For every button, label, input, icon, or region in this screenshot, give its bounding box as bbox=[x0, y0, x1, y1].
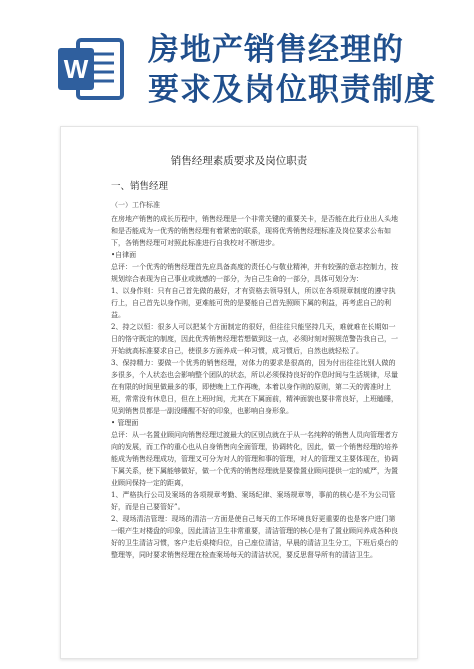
self-discipline-label: •自律面 bbox=[111, 251, 137, 259]
management-point-1: 1、严格执行公司及案场的各项规章考勤、案场纪律、案场规章等，事前的核心是不为公司管好，而是自己要管好”。 bbox=[111, 491, 396, 511]
document-title: 销售经理素质要求及岗位职责 bbox=[170, 155, 308, 167]
word-document-icon bbox=[56, 36, 128, 102]
document-body bbox=[111, 179, 401, 561]
section-heading: 一、销售经理 bbox=[111, 181, 169, 192]
intro-paragraph: 在房地产销售的成长历程中，销售经理是一个非常关键的重要关卡，是否能在此行业出人头地和是否能成为一优秀的销售经理有着紧密的联系，现将优秀销售经理标准及岗位要求公布如下，各销售经理可对照此标准进行自我校对不断进步。 bbox=[111, 215, 398, 247]
document-page bbox=[60, 126, 418, 659]
point-3: 3、保持精力：要做一个优秀的销售经理，对体力的要求是很高的，因为付出往往比别人做的多很多，个人状态也会影响整个团队的状态，所以必须保持良好的作息时间与生活规律，尽量在有限的时间里做最多的事，即使晚上工作再晚，本着以身作则的原则，第二天的需准时上班，常常没有休息日，但在上班时间，尤其在下属面前，精神面貌也要非常良好，上班瞌睡，见到销售员都是一副没睡醒不好的印象，也影响自身形象。 bbox=[111, 359, 398, 415]
management-point-2: 2、现场清洁管理：现场的清洁一方面是使自己每天的工作环境良好更重要的也是客户进门第一眼产生对楼盘的印象，因此清洁卫生非常重要，清洁管理的核心是有了置业顾问养成各种良好的卫生清洁习惯，客户走后桌椅归位，自己座位清洁，早晨的清洁卫生分工，下班后桌台的整理等，同时要求销售经理在检查案场每天的清洁状况，要反思督导所有的清洁卫生。 bbox=[111, 515, 398, 559]
subsection-heading: （一）工作标准 bbox=[111, 201, 160, 209]
point-1: 1、以身作则：只有自己首先做的最好，才有资格去领导别人，所以在各项规章制度的遵守执行上，自己首先以身作则，更难能可贵的是要能自己首先照顾下属的利益，再考虑自己的利益。 bbox=[111, 287, 396, 319]
management-label: • 管理面 bbox=[111, 419, 139, 427]
page-header bbox=[0, 0, 474, 126]
title-line-1: 房地产销售经理的 bbox=[148, 32, 404, 68]
summary-paragraph-1: 总评：一个优秀的销售经理首先应具备高度的责任心与敬业精神，并有较强的意志控制力，按规划综合表现为自己事业或就感的一部分，为自己生命的一部分，具体可划分为： bbox=[111, 263, 398, 283]
title-line-2: 要求及岗位职责制度 bbox=[148, 72, 436, 108]
summary-paragraph-2: 总评：从一名置业顾问向销售经理过渡最大的区别点就在于从一名纯粹的销售人员向管理者方向的发展，而工作的重心也从自身销售向全面管理，协调转化，因此，做一个销售经理的培养能成为销售经理成功，管理又可分为对人的管理和事的管理，对人的管理又主要体现在，协调下属关系，使下属能够做好，做一个优秀的销售经理就是要像置业顾问提供一定的威严，为置业顾问保持一定的距离， bbox=[111, 431, 398, 487]
point-2: 2、持之以恒：很多人可以把某个方面制定的很好，但往往只能坚持几天，难就难在长期如一日的恪守既定的制度，因此优秀销售经理若想做到这一点，必须时刻对照规范警告我自己，一开始就高标准要求自己，使很多方面养成一种习惯，成习惯后，自然也就轻松了。 bbox=[111, 323, 398, 355]
page-title bbox=[148, 30, 466, 110]
word-icon-letter: W bbox=[63, 54, 89, 84]
